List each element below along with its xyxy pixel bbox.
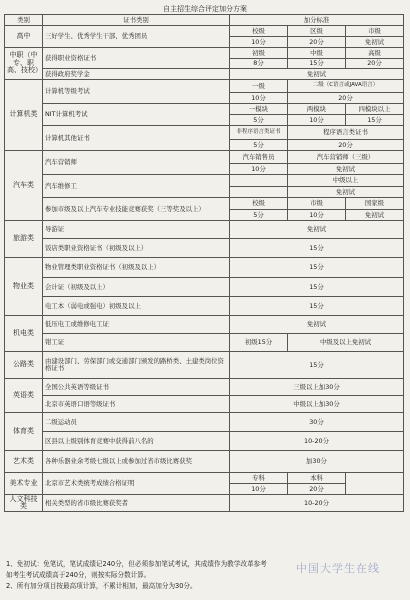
level-label: 一模块 bbox=[230, 104, 288, 115]
level-label: 汽车营销师（三级） bbox=[288, 151, 404, 164]
item-label: 获得政府奖学金 bbox=[43, 69, 230, 80]
bonus-value: 三级以上加30分 bbox=[230, 379, 404, 396]
bonus-value: 免初试 bbox=[288, 164, 404, 175]
item-label: 钳工证 bbox=[43, 334, 230, 352]
level-label: 初级 bbox=[230, 48, 288, 59]
item-label: 北京市英语口语等级证书 bbox=[43, 396, 230, 413]
level-label: 本科 bbox=[288, 473, 346, 484]
bonus-value: 10-20分 bbox=[230, 432, 404, 451]
blank-cell bbox=[346, 473, 404, 495]
level-label: 两模块 bbox=[288, 104, 346, 115]
table-row bbox=[5, 48, 404, 59]
table-row bbox=[5, 379, 404, 396]
bonus-value: 15分 bbox=[288, 59, 346, 69]
bonus-value: 15分 bbox=[230, 297, 404, 316]
item-label: 计算机其他证书 bbox=[43, 126, 230, 151]
note-line: 2、所有加分项目按最高项计算，不累计相加，最高加分为30分。 bbox=[6, 582, 197, 590]
level-label: 中级 bbox=[288, 48, 346, 59]
level-label: 区级 bbox=[288, 26, 346, 37]
item-label: 会计证（初级及以上） bbox=[43, 278, 230, 297]
item-label: 获得职业资格证书 bbox=[43, 48, 230, 69]
bonus-value: 免初试 bbox=[230, 69, 404, 80]
bonus-value: 初级15分 bbox=[230, 334, 288, 352]
bonus-value: 10分 bbox=[288, 115, 346, 126]
bonus-value: 10分 bbox=[230, 484, 288, 495]
item-label: 汽车维修工 bbox=[43, 175, 230, 198]
bonus-value: 5分 bbox=[230, 210, 288, 221]
bonus-value: 8分 bbox=[230, 59, 288, 69]
table-row bbox=[5, 297, 404, 316]
bonus-table bbox=[4, 14, 404, 512]
table-header-row bbox=[5, 15, 404, 26]
bonus-value: 5分 bbox=[230, 115, 288, 126]
table-row bbox=[5, 221, 404, 239]
table-row bbox=[5, 495, 404, 512]
table-row bbox=[5, 175, 404, 187]
category-tourism: 旅游类 bbox=[5, 221, 43, 258]
bonus-value: 免初试 bbox=[288, 187, 404, 198]
bonus-value: 免初试 bbox=[346, 37, 404, 48]
item-label: 北京市艺术类统考成绩合格证明 bbox=[43, 473, 230, 495]
category-english: 英语类 bbox=[5, 379, 43, 413]
table-row bbox=[5, 396, 404, 413]
header-bonus: 加分标准 bbox=[230, 15, 404, 26]
note-line: 1、免初试：免笔试，笔试成绩记240分，但必须参加笔试考试，其成绩作为教学改革参考 bbox=[6, 560, 267, 568]
header-category: 类别 bbox=[5, 15, 43, 26]
item-label: 全国公共英语等级证书 bbox=[43, 379, 230, 396]
item-label: 参加市级及以上汽车专业技能竞赛获奖（三等奖及以上） bbox=[43, 198, 230, 221]
item-label: 物业管理类职业资格证书（初级及以上） bbox=[43, 258, 230, 278]
category-art-major: 美术专业 bbox=[5, 473, 43, 495]
header-cert-category: 证书类别 bbox=[43, 15, 230, 26]
bonus-value: 20分 bbox=[288, 140, 404, 151]
table-row bbox=[5, 126, 404, 140]
bonus-value: 20分 bbox=[346, 59, 404, 69]
category-computer: 计算机类 bbox=[5, 80, 43, 151]
bonus-value: 10-20分 bbox=[230, 495, 404, 512]
category-sports: 体育类 bbox=[5, 413, 43, 451]
bonus-value: 10分 bbox=[230, 37, 288, 48]
level-label: 市级 bbox=[346, 26, 404, 37]
table-row bbox=[5, 334, 404, 352]
item-label: 各种乐器业余考级七级以上或参加过省市级比赛获奖 bbox=[43, 451, 230, 473]
item-label: 由建设部门、劳保部门或交通部门颁发的路桥类、土建类岗位资格证书 bbox=[43, 352, 230, 379]
table-row bbox=[5, 316, 404, 334]
category-mechatronics: 机电类 bbox=[5, 316, 43, 352]
table-row bbox=[5, 104, 404, 115]
bonus-value: 10分 bbox=[230, 164, 288, 175]
level-label: 市级 bbox=[288, 198, 346, 210]
bonus-value: 免初试 bbox=[230, 221, 404, 239]
level-label: 一级 bbox=[230, 80, 288, 93]
bonus-value: 15分 bbox=[230, 352, 404, 379]
bonus-value: 免初试 bbox=[230, 316, 404, 334]
item-label: 相关类型的省市级比赛获奖者 bbox=[43, 495, 230, 512]
level-label: 四模块以上 bbox=[346, 104, 404, 115]
bonus-value: 加30分 bbox=[230, 451, 404, 473]
item-label: 电工本（弱电或强电）初级及以上 bbox=[43, 297, 230, 316]
category-vocational: 中职（中专、职高、技校） bbox=[5, 48, 43, 80]
bonus-value: 10分 bbox=[288, 210, 346, 221]
item-label: 饭店类职业资格证书（初级及以上） bbox=[43, 239, 230, 258]
item-label: 计算机等级考试 bbox=[43, 80, 230, 104]
table-row bbox=[5, 352, 404, 379]
bonus-value: 30分 bbox=[230, 413, 404, 432]
bonus-value: 20分 bbox=[288, 37, 346, 48]
table-row bbox=[5, 258, 404, 278]
table-row bbox=[5, 473, 404, 484]
bonus-value: 15分 bbox=[230, 239, 404, 258]
bonus-value: 15分 bbox=[346, 115, 404, 126]
table-row bbox=[5, 278, 404, 297]
bonus-value: 10分 bbox=[230, 93, 288, 104]
document-title: 自主招生综合评定加分方案 bbox=[163, 5, 247, 13]
bonus-value: 5分 bbox=[230, 140, 288, 151]
blank-cell bbox=[230, 187, 288, 198]
level-label: 二级（C语言或JAVA语言） bbox=[288, 80, 404, 93]
watermark: 中国大学生在线 bbox=[296, 562, 380, 575]
level-label: 汽车销售员 bbox=[230, 151, 288, 164]
level-label: 专科 bbox=[230, 473, 288, 484]
table-row bbox=[5, 451, 404, 473]
level-label: 程序语言类证书 bbox=[288, 126, 404, 140]
table-row bbox=[5, 26, 404, 37]
item-label: 低压电工或维修电工证 bbox=[43, 316, 230, 334]
note-line: 如考生考试成绩高于240分，则按实际分数计算。 bbox=[6, 571, 151, 579]
bonus-value: 20分 bbox=[288, 93, 404, 104]
category-arts: 艺术类 bbox=[5, 451, 43, 473]
item-label: 区县以上级别体育竞赛中获得前八名的 bbox=[43, 432, 230, 451]
bonus-value: 免初试 bbox=[346, 210, 404, 221]
table-row bbox=[5, 151, 404, 164]
item-label: 汽车营销师 bbox=[43, 151, 230, 175]
category-high-school: 高中 bbox=[5, 26, 43, 48]
level-label: 非程序语言类证书 bbox=[230, 126, 288, 140]
item-label: 二级运动员 bbox=[43, 413, 230, 432]
table-row bbox=[5, 432, 404, 451]
bonus-value: 中级及以上免初试 bbox=[288, 334, 404, 352]
category-humanities: 人文科技类 bbox=[5, 495, 43, 512]
table-row bbox=[5, 80, 404, 93]
table-row bbox=[5, 413, 404, 432]
item-label: 三好学生、优秀学生干部、优秀团员 bbox=[43, 26, 230, 48]
blank-cell bbox=[230, 175, 288, 187]
category-road: 公路类 bbox=[5, 352, 43, 379]
bonus-value: 中级以上 bbox=[288, 175, 404, 187]
level-label: 高级 bbox=[346, 48, 404, 59]
item-label: 导游证 bbox=[43, 221, 230, 239]
table-row bbox=[5, 69, 404, 80]
bonus-value: 中级以上加30分 bbox=[230, 396, 404, 413]
category-auto: 汽车类 bbox=[5, 151, 43, 221]
bonus-value: 20分 bbox=[288, 484, 346, 495]
level-label: 校级 bbox=[230, 198, 288, 210]
category-property: 物业类 bbox=[5, 258, 43, 316]
level-label: 国家级 bbox=[346, 198, 404, 210]
bonus-value: 15分 bbox=[230, 258, 404, 278]
table-row bbox=[5, 198, 404, 210]
level-label: 校级 bbox=[230, 26, 288, 37]
table-row bbox=[5, 239, 404, 258]
item-label: NIT计算机考试 bbox=[43, 104, 230, 126]
bonus-value: 15分 bbox=[230, 278, 404, 297]
